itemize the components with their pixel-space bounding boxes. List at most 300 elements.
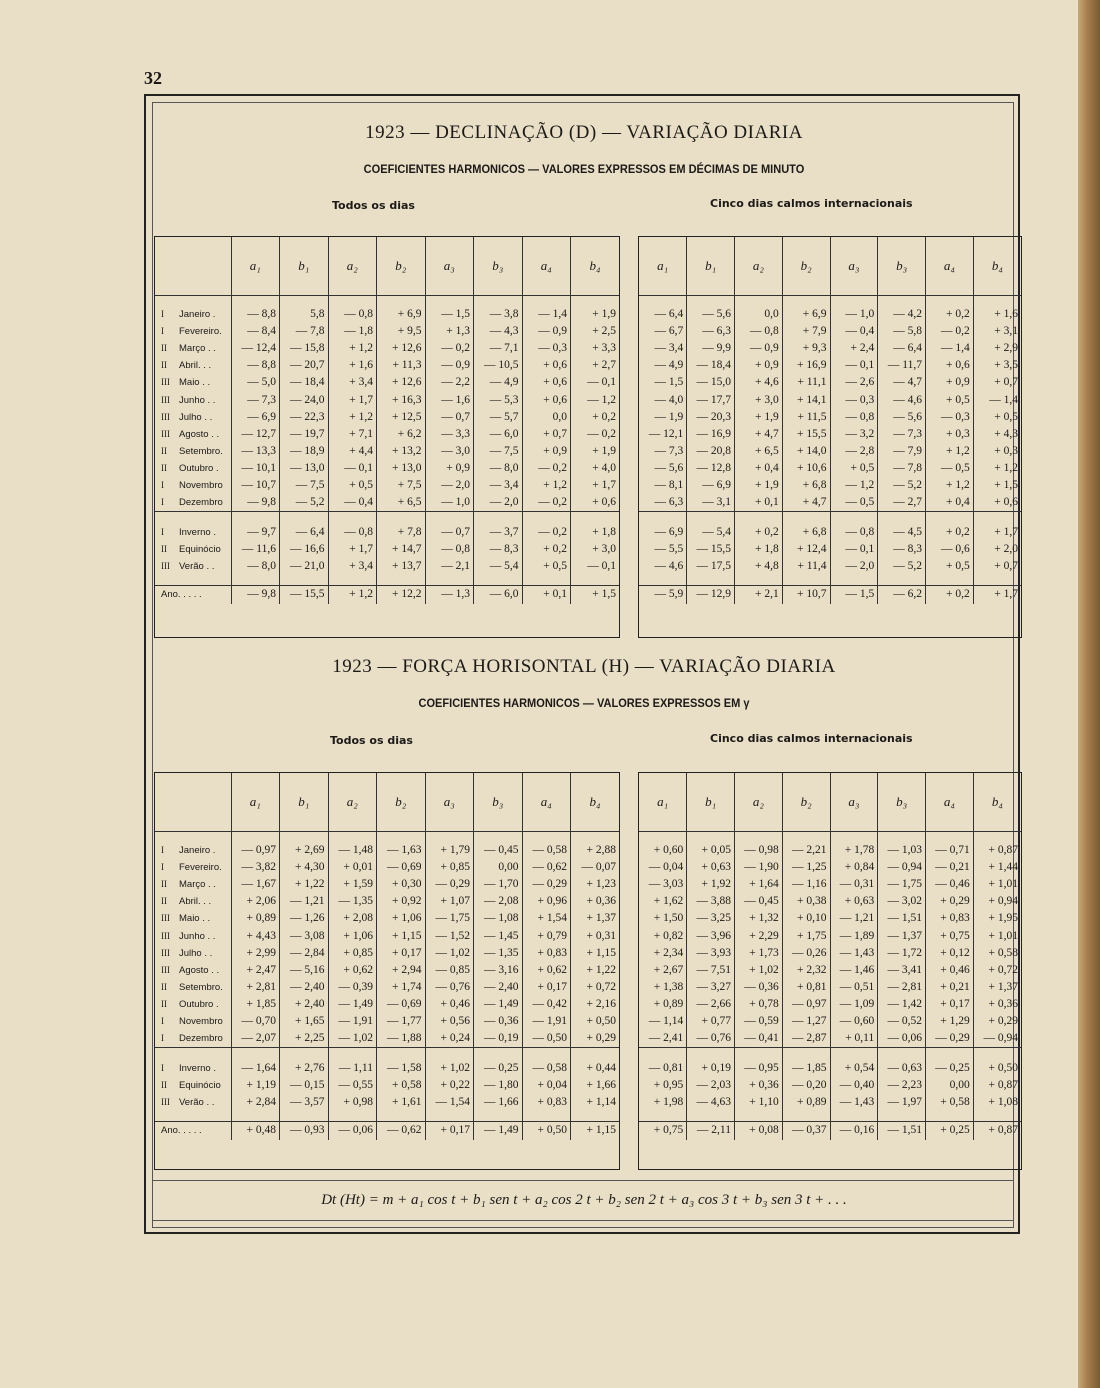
coef-value: — 6,3 xyxy=(687,323,735,340)
coef-value: + 1,2 xyxy=(973,460,1021,477)
coef-value: + 1,29 xyxy=(926,1013,974,1030)
coef-value: — 1,21 xyxy=(830,910,878,927)
month-row xyxy=(155,443,619,460)
coef-value: + 2,34 xyxy=(653,946,684,959)
coef-value: — 0,1 xyxy=(830,357,878,374)
coef-value: — 0,2 xyxy=(522,460,571,477)
coef-value: — 0,06 xyxy=(328,1122,377,1140)
coef-value: + 0,83 xyxy=(522,1094,571,1111)
coef-value: + 14,1 xyxy=(782,391,830,408)
coef-value: + 6,8 xyxy=(782,477,830,494)
coef-value: — 0,58 xyxy=(522,842,571,859)
month-row xyxy=(155,962,619,979)
coef-value: — 1,75 xyxy=(878,876,926,893)
coef-value: + 3,4 xyxy=(328,558,377,575)
coef-value: — 0,5 xyxy=(926,460,974,477)
coef-value: + 1,2 xyxy=(328,409,377,426)
row-label xyxy=(155,945,231,962)
coef-value: + 2,32 xyxy=(782,962,830,979)
coef-value: — 1,4 xyxy=(522,306,571,323)
coef-value: — 1,49 xyxy=(328,996,377,1013)
coef-value: — 3,93 xyxy=(687,945,735,962)
coef-value: — 1,02 xyxy=(425,945,474,962)
coef-value: — 0,97 xyxy=(231,842,280,859)
coef-value: + 1,07 xyxy=(425,893,474,910)
season-roman: II xyxy=(161,1080,167,1091)
coef-value: + 2,0 xyxy=(973,541,1021,558)
coef-value: — 5,6 xyxy=(878,409,926,426)
coef-value: — 1,08 xyxy=(474,910,523,927)
coef-value: + 0,6 xyxy=(973,494,1021,512)
coef-value: — 0,95 xyxy=(735,1060,783,1077)
season-row xyxy=(155,1060,619,1077)
coef-value: + 3,1 xyxy=(973,323,1021,340)
coef-value: — 8,0 xyxy=(231,558,280,575)
coef-value: — 0,71 xyxy=(926,842,974,859)
coef-header: a₂ xyxy=(735,237,783,296)
coef-value: + 15,5 xyxy=(782,426,830,443)
season-roman: III xyxy=(161,428,170,439)
coef-header: a₃ xyxy=(830,237,878,296)
season-roman: III xyxy=(161,947,170,958)
coef-value: + 7,9 xyxy=(782,323,830,340)
season-row xyxy=(155,541,619,558)
season-roman: II xyxy=(161,981,167,992)
coef-value: + 10,6 xyxy=(782,460,830,477)
coef-value: + 0,58 xyxy=(377,1077,426,1094)
month-row xyxy=(639,996,1021,1013)
row-name: Agosto . . xyxy=(179,428,220,440)
season-roman: II xyxy=(161,998,167,1009)
coef-value: — 8,1 xyxy=(654,478,684,491)
coef-value: — 3,27 xyxy=(687,979,735,996)
coef-value: + 0,2 xyxy=(522,541,571,558)
spacer-row xyxy=(155,832,619,843)
coef-value: + 0,5 xyxy=(973,409,1021,426)
coef-value: — 0,69 xyxy=(377,859,426,876)
coef-header: b₂ xyxy=(782,237,830,296)
coef-value: + 1,9 xyxy=(571,443,620,460)
season-row xyxy=(155,1077,619,1094)
coef-value: + 0,1 xyxy=(522,586,571,604)
row-label xyxy=(155,541,231,558)
coef-value: + 1,7 xyxy=(571,477,620,494)
coef-value: — 8,8 xyxy=(231,306,280,323)
coef-value: + 0,50 xyxy=(522,1122,571,1140)
coef-value: — 12,1 xyxy=(648,427,684,440)
coef-value: + 1,8 xyxy=(571,524,620,541)
coef-value: — 1,46 xyxy=(830,962,878,979)
coef-value: + 0,46 xyxy=(926,962,974,979)
coef-value: + 0,54 xyxy=(830,1060,878,1077)
coef-value: + 0,58 xyxy=(926,1094,974,1111)
coef-value: — 0,1 xyxy=(328,460,377,477)
declination-calm-days-label: Cinco dias calmos internacionais xyxy=(710,197,913,210)
coef-value: + 1,2 xyxy=(926,443,974,460)
coef-header: b₃ xyxy=(878,773,926,832)
month-row xyxy=(639,460,1021,477)
month-row xyxy=(155,859,619,876)
coef-value: — 3,82 xyxy=(231,859,280,876)
coef-header: b₂ xyxy=(782,773,830,832)
row-label xyxy=(155,357,231,374)
row-name: Dezembro xyxy=(179,497,223,509)
coef-value: + 1,9 xyxy=(571,306,620,323)
coef-value: — 0,04 xyxy=(648,861,684,874)
coef-value: — 9,7 xyxy=(231,524,280,541)
season-row xyxy=(639,558,1021,575)
row-name: Fevereiro. xyxy=(179,326,222,338)
coef-header: a₂ xyxy=(328,237,377,296)
row-label xyxy=(155,374,231,391)
coef-value: — 0,29 xyxy=(926,1030,974,1048)
coef-value: — 0,8 xyxy=(830,409,878,426)
coef-value: 5,8 xyxy=(280,306,329,323)
declination-all-days-label: Todos os dias xyxy=(332,199,415,212)
coef-value: + 6,9 xyxy=(782,306,830,323)
coef-value: + 1,79 xyxy=(425,842,474,859)
coef-value: + 1,62 xyxy=(653,895,684,908)
season-roman: III xyxy=(161,913,170,924)
coef-value: + 0,36 xyxy=(735,1077,783,1094)
coef-value: — 0,85 xyxy=(425,962,474,979)
coef-value: — 0,3 xyxy=(926,409,974,426)
coef-value: — 2,0 xyxy=(425,477,474,494)
coef-value: + 0,5 xyxy=(830,460,878,477)
formula-rule-bottom xyxy=(152,1220,1014,1221)
coef-value: + 11,4 xyxy=(782,558,830,575)
month-row xyxy=(155,340,619,357)
coef-value: 0,00 xyxy=(926,1077,974,1094)
row-label xyxy=(155,443,231,460)
row-label xyxy=(155,1013,231,1030)
coef-value: + 4,6 xyxy=(735,374,783,391)
coef-value: — 9,9 xyxy=(687,340,735,357)
year-row xyxy=(155,586,619,604)
season-roman: I xyxy=(161,527,164,538)
page-frame xyxy=(144,94,1020,1234)
coef-value: + 4,0 xyxy=(571,460,620,477)
coef-value: + 1,98 xyxy=(653,1096,684,1109)
coef-value: + 1,32 xyxy=(735,910,783,927)
coef-value: + 1,95 xyxy=(973,910,1021,927)
coef-value: — 0,06 xyxy=(878,1030,926,1048)
coef-value: + 1,02 xyxy=(425,1060,474,1077)
coef-value: — 0,39 xyxy=(328,979,377,996)
coef-value: — 4,2 xyxy=(878,306,926,323)
row-name: Novembro xyxy=(179,1015,223,1027)
coef-value: + 1,2 xyxy=(926,477,974,494)
row-name: Maio . . xyxy=(179,377,211,389)
coef-value: + 1,7 xyxy=(328,391,377,408)
coef-value: — 3,7 xyxy=(474,524,523,541)
coef-value: + 1,15 xyxy=(377,927,426,944)
coef-value: + 1,6 xyxy=(328,357,377,374)
coef-value: + 2,08 xyxy=(328,910,377,927)
coef-header: b₄ xyxy=(973,237,1021,296)
coef-value: — 0,36 xyxy=(474,1013,523,1030)
coef-value: — 1,64 xyxy=(231,1060,280,1077)
coef-value: — 8,4 xyxy=(231,323,280,340)
coef-value: — 0,1 xyxy=(830,541,878,558)
coef-value: — 12,7 xyxy=(231,426,280,443)
row-label xyxy=(155,979,231,996)
coef-value: — 3,08 xyxy=(280,927,329,944)
coef-value: — 1,97 xyxy=(878,1094,926,1111)
coef-value: — 6,9 xyxy=(687,477,735,494)
coef-value: + 0,30 xyxy=(377,876,426,893)
coef-value: + 0,79 xyxy=(522,927,571,944)
coef-value: — 5,8 xyxy=(878,323,926,340)
coef-value: — 8,3 xyxy=(474,541,523,558)
coef-value: — 0,9 xyxy=(735,340,783,357)
spacer-row xyxy=(639,1048,1021,1061)
coef-value: + 0,7 xyxy=(522,426,571,443)
coef-value: — 1,43 xyxy=(830,1094,878,1111)
row-name: Abril. . . xyxy=(179,360,212,372)
month-row xyxy=(155,477,619,494)
coef-value: + 0,6 xyxy=(522,391,571,408)
coef-value: — 7,3 xyxy=(654,444,684,457)
coef-value: — 5,6 xyxy=(654,461,684,474)
coef-value: + 1,01 xyxy=(973,927,1021,944)
coef-value: + 0,87 xyxy=(973,842,1021,859)
season-row xyxy=(639,1077,1021,1094)
coef-header: b₁ xyxy=(280,773,329,832)
coef-value: + 0,1 xyxy=(735,494,783,512)
row-name: Verão . . xyxy=(179,561,215,573)
coef-value: — 0,46 xyxy=(926,876,974,893)
coef-value: + 0,29 xyxy=(926,893,974,910)
coef-value: + 1,5 xyxy=(973,477,1021,494)
row-name: Setembro. xyxy=(179,981,223,993)
coef-value: — 0,9 xyxy=(425,357,474,374)
coef-value: — 0,97 xyxy=(782,996,830,1013)
coef-value: — 3,03 xyxy=(648,878,684,891)
coef-value: + 0,75 xyxy=(639,1122,687,1140)
coef-value: — 8,3 xyxy=(878,541,926,558)
month-row xyxy=(639,842,1021,859)
coef-value: + 1,9 xyxy=(735,409,783,426)
season-row xyxy=(639,1094,1021,1111)
coef-value: + 1,08 xyxy=(973,1094,1021,1111)
coef-value: + 0,10 xyxy=(782,910,830,927)
coef-value: — 1,9 xyxy=(654,410,684,423)
coef-value: — 0,29 xyxy=(425,876,474,893)
season-roman: II xyxy=(161,360,167,371)
coef-value: + 0,82 xyxy=(653,929,684,942)
spacer-row xyxy=(639,296,1021,307)
coef-value: — 15,8 xyxy=(280,340,329,357)
coef-value: — 6,4 xyxy=(878,340,926,357)
coef-header: a₁ xyxy=(231,237,280,296)
coef-value: — 10,7 xyxy=(231,477,280,494)
coef-header: b₁ xyxy=(687,773,735,832)
coef-header: a₁ xyxy=(639,237,687,296)
coef-value: — 15,5 xyxy=(687,541,735,558)
coef-value: + 1,61 xyxy=(377,1094,426,1111)
coef-value: — 0,25 xyxy=(474,1060,523,1077)
coef-value: — 3,8 xyxy=(474,306,523,323)
coef-value: — 1,63 xyxy=(377,842,426,859)
season-roman: III xyxy=(161,394,170,405)
coef-value: + 1,44 xyxy=(973,859,1021,876)
month-row xyxy=(639,306,1021,323)
month-row xyxy=(639,426,1021,443)
coef-value: + 6,8 xyxy=(782,524,830,541)
year-row xyxy=(639,1122,1021,1140)
coef-value: — 1,26 xyxy=(280,910,329,927)
coef-value: — 3,2 xyxy=(830,426,878,443)
coef-value: — 12,9 xyxy=(687,586,735,604)
coef-value: — 18,9 xyxy=(280,443,329,460)
horizontal-subtitle: COEFICIENTES HARMONICOS — VALORES EXPRESSOS EM γ xyxy=(418,696,750,710)
coef-value: + 0,6 xyxy=(571,494,620,512)
row-name: Fevereiro. xyxy=(179,862,222,874)
page-edge xyxy=(1078,0,1100,1388)
row-name: Inverno . xyxy=(179,1063,216,1075)
coef-value: + 0,87 xyxy=(973,1077,1021,1094)
coef-value: — 6,9 xyxy=(231,409,280,426)
coef-value: + 0,72 xyxy=(571,979,620,996)
coef-value: — 1,91 xyxy=(328,1013,377,1030)
coef-value: — 1,66 xyxy=(474,1094,523,1111)
coef-value: + 1,75 xyxy=(782,927,830,944)
coef-value: — 1,2 xyxy=(571,391,620,408)
coef-value: — 9,8 xyxy=(231,494,280,512)
coef-value: — 0,8 xyxy=(328,306,377,323)
row-name: Abril. . . xyxy=(179,896,212,908)
coef-value: — 1,3 xyxy=(425,586,474,604)
coef-value: — 2,23 xyxy=(878,1077,926,1094)
month-row xyxy=(639,876,1021,893)
coef-value: — 2,41 xyxy=(648,1032,684,1045)
coef-value: + 12,4 xyxy=(782,541,830,558)
coef-value: — 1,4 xyxy=(973,391,1021,408)
coef-value: — 3,0 xyxy=(425,443,474,460)
coef-header: b₃ xyxy=(474,773,523,832)
spacer-row xyxy=(639,1111,1021,1122)
month-row xyxy=(639,323,1021,340)
coef-value: — 0,41 xyxy=(735,1030,783,1048)
coef-value: — 24,0 xyxy=(280,391,329,408)
spacer-row xyxy=(639,575,1021,586)
coef-value: — 0,70 xyxy=(231,1013,280,1030)
row-name: Equinócio xyxy=(179,544,221,556)
season-roman: I xyxy=(161,862,164,873)
coef-value: — 0,76 xyxy=(425,979,474,996)
horizontal-calm-days-label: Cinco dias calmos internacionais xyxy=(710,732,913,745)
coef-value: + 1,2 xyxy=(328,340,377,357)
coef-value: — 4,0 xyxy=(654,393,684,406)
coef-value: + 1,50 xyxy=(653,912,684,925)
coef-value: — 7,8 xyxy=(280,323,329,340)
coef-value: — 1,51 xyxy=(878,1122,926,1140)
month-row xyxy=(155,494,619,512)
coef-value: — 0,6 xyxy=(926,541,974,558)
coef-value: — 1,48 xyxy=(328,842,377,859)
coef-value: + 0,48 xyxy=(231,1122,280,1140)
coef-value: — 1,43 xyxy=(830,945,878,962)
coef-value: — 8,0 xyxy=(474,460,523,477)
coef-value: + 0,89 xyxy=(782,1094,830,1111)
month-row xyxy=(639,1013,1021,1030)
coef-value: + 0,62 xyxy=(522,962,571,979)
coef-value: + 1,8 xyxy=(735,541,783,558)
coef-value: + 0,12 xyxy=(926,945,974,962)
coef-value: + 0,77 xyxy=(687,1013,735,1030)
coef-value: + 1,22 xyxy=(280,876,329,893)
coef-value: + 2,06 xyxy=(231,893,280,910)
coef-value: + 1,74 xyxy=(377,979,426,996)
formula-rule-top xyxy=(152,1180,1014,1181)
coef-value: + 0,17 xyxy=(926,996,974,1013)
month-row xyxy=(639,945,1021,962)
coef-header: a₄ xyxy=(522,773,571,832)
year-row xyxy=(155,1122,619,1140)
coef-value: — 7,5 xyxy=(280,477,329,494)
spacer-row xyxy=(155,575,619,586)
coef-value: + 2,25 xyxy=(280,1030,329,1048)
coef-value: + 1,19 xyxy=(231,1077,280,1094)
coef-value: — 1,37 xyxy=(878,927,926,944)
season-row xyxy=(639,524,1021,541)
coef-value: + 2,29 xyxy=(735,927,783,944)
coef-value: + 0,75 xyxy=(926,927,974,944)
season-roman: II xyxy=(161,462,167,473)
coef-value: + 2,1 xyxy=(735,586,783,604)
coef-value: + 0,6 xyxy=(522,374,571,391)
coef-value: + 14,0 xyxy=(782,443,830,460)
coef-value: — 18,4 xyxy=(687,357,735,374)
coef-value: — 2,84 xyxy=(280,945,329,962)
coef-value: — 1,52 xyxy=(425,927,474,944)
coef-header: a₂ xyxy=(735,773,783,832)
row-label xyxy=(155,996,231,1013)
coef-value: — 0,52 xyxy=(878,1013,926,1030)
coef-value: + 3,0 xyxy=(735,391,783,408)
coef-value: — 0,15 xyxy=(280,1077,329,1094)
horizontal-all-days-table xyxy=(155,773,619,1140)
coef-value: — 20,3 xyxy=(687,409,735,426)
coef-header: b₄ xyxy=(571,773,620,832)
coef-value: + 0,87 xyxy=(973,1122,1021,1140)
coef-value: — 2,21 xyxy=(782,842,830,859)
coef-value: + 1,7 xyxy=(328,541,377,558)
coef-value: — 0,81 xyxy=(648,1062,684,1075)
coef-value: — 1,4 xyxy=(926,340,974,357)
coef-value: + 1,54 xyxy=(522,910,571,927)
coef-value: — 22,3 xyxy=(280,409,329,426)
coef-value: — 1,8 xyxy=(328,323,377,340)
coef-value: + 0,36 xyxy=(973,996,1021,1013)
row-name: Setembro. xyxy=(179,445,223,457)
coef-value: + 0,9 xyxy=(735,357,783,374)
coef-value: + 0,81 xyxy=(782,979,830,996)
coef-value: + 0,46 xyxy=(425,996,474,1013)
row-label xyxy=(155,1077,231,1094)
season-roman: II xyxy=(161,896,167,907)
month-row xyxy=(155,979,619,996)
coef-value: + 1,66 xyxy=(571,1077,620,1094)
row-label xyxy=(155,477,231,494)
row-name: Verão . . xyxy=(179,1097,215,1109)
horizontal-title: 1923 — FORÇA HORISONTAL (H) — VARIAÇÃO DIARIA xyxy=(332,656,836,677)
coef-value: — 6,9 xyxy=(654,526,684,539)
coef-header: a₃ xyxy=(830,773,878,832)
coef-value: + 12,6 xyxy=(377,340,426,357)
coef-value: + 0,17 xyxy=(522,979,571,996)
